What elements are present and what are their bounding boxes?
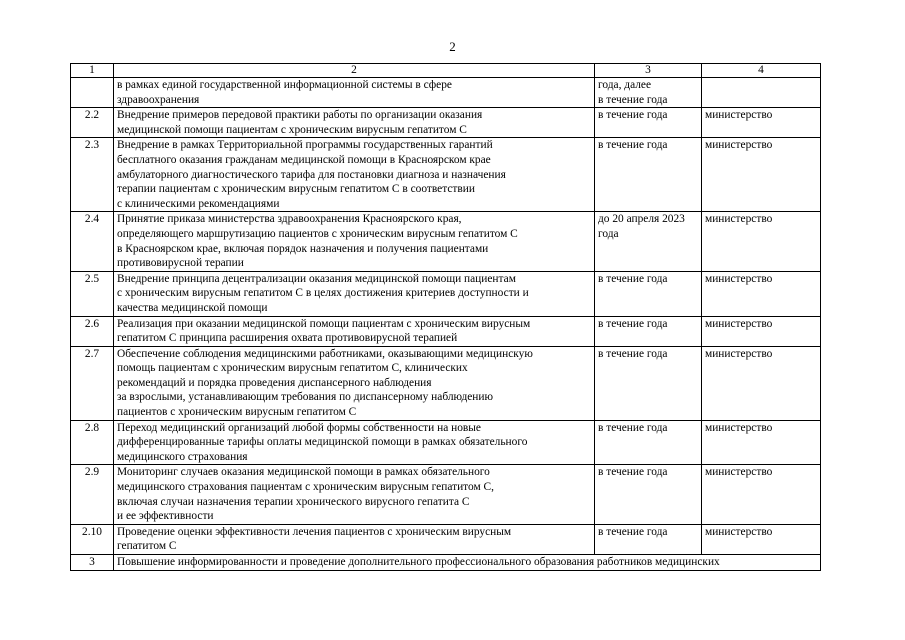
description-line: включая случаи назначения терапии хронического вирусного гепатита С [117, 495, 470, 508]
item-description [114, 108, 595, 138]
table-row [71, 316, 821, 346]
item-number: 2.8 [71, 420, 114, 465]
description-line: гепатитом С принципа расширения охвата противовирусной терапией [117, 332, 458, 345]
description-line: пациентов с хроническим вирусным гепатитом С [117, 406, 357, 419]
section-title-text: Повышение информированности и проведение дополнительного профессионального образования работников медицинских [117, 556, 720, 568]
item-number: 2.5 [71, 271, 114, 316]
item-responsible: министерство [702, 108, 821, 138]
item-responsible: министерство [702, 524, 821, 554]
column-header-1: 1 [71, 64, 114, 78]
description-line: Проведение оценки эффективности лечения пациентов с хроническим вирусным [117, 525, 512, 538]
item-description [114, 138, 595, 212]
column-header-row [71, 64, 821, 78]
deadline-line: в течение года [598, 93, 668, 106]
section-title [114, 555, 821, 571]
description-line: Реализация при оказании медицинской помощи пациентам с хроническим вирусным [117, 317, 531, 330]
item-description [114, 271, 595, 316]
table-row [71, 212, 821, 271]
table-row [71, 465, 821, 524]
deadline-line: года, далее [598, 79, 652, 91]
item-deadline [595, 108, 702, 138]
description-line: Внедрение примеров передовой практики работы по организации оказания [117, 109, 483, 122]
description-line: амбулаторного диагностического тарифа для постановки диагноза и назначения [117, 168, 506, 181]
description-line: дифференцированные тарифы оплаты медицинской помощи в рамках обязательного [117, 436, 528, 449]
item-responsible: министерство [702, 212, 821, 271]
item-responsible: министерство [702, 346, 821, 420]
item-responsible: министерство [702, 316, 821, 346]
description-line: с хроническим вирусным гепатитом С в целях достижения критериев доступности и [117, 287, 529, 300]
action-plan-table [70, 63, 821, 571]
description-line: Обеспечение соблюдения медицинскими работниками, оказывающими медицинскую [117, 347, 533, 360]
description-line: гепатитом С [117, 540, 177, 553]
table-row [71, 78, 821, 108]
description-line: Внедрение принципа децентрализации оказания медицинской помощи пациентам [117, 272, 516, 285]
deadline-line: в течение года [598, 466, 668, 479]
column-header-4: 4 [702, 64, 821, 78]
item-description [114, 78, 595, 108]
description-line: рекомендаций и порядка проведения диспансерного наблюдения [117, 376, 432, 389]
item-responsible: министерство [702, 271, 821, 316]
item-deadline [595, 212, 702, 271]
item-number: 2.4 [71, 212, 114, 271]
column-header-2: 2 [114, 64, 595, 78]
table-row [71, 346, 821, 420]
item-deadline [595, 524, 702, 554]
table-row [71, 138, 821, 212]
deadline-line: в течение года [598, 347, 668, 360]
description-line: Принятие приказа министерства здравоохранения Красноярского края, [117, 213, 462, 226]
deadline-line: в течение года [598, 272, 668, 285]
item-responsible: министерство [702, 420, 821, 465]
item-responsible: министерство [702, 138, 821, 212]
description-line: здравоохранения [117, 93, 200, 106]
description-line: медицинского страхования [117, 450, 248, 463]
item-number: 2.3 [71, 138, 114, 212]
item-description [114, 316, 595, 346]
description-line: терапии пациентам с хроническим вирусным гепатитом С в соответствии [117, 183, 475, 196]
item-responsible [702, 78, 821, 108]
item-responsible: министерство [702, 465, 821, 524]
item-description [114, 465, 595, 524]
item-deadline [595, 78, 702, 108]
column-header-3: 3 [595, 64, 702, 78]
deadline-line: в течение года [598, 421, 668, 434]
description-line: медицинского страхования пациентам с хроническим вирусным гепатитом С, [117, 481, 494, 494]
description-line: в Красноярском крае, включая порядок назначения и получения пациентами [117, 242, 489, 255]
item-number: 2.10 [71, 524, 114, 554]
section-row [71, 555, 821, 571]
page-number: 2 [449, 39, 456, 54]
item-description [114, 212, 595, 271]
description-line: Мониторинг случаев оказания медицинской помощи в рамках обязательного [117, 466, 490, 479]
item-number: 2.6 [71, 316, 114, 346]
table-row [71, 108, 821, 138]
item-number [71, 78, 114, 108]
item-deadline [595, 465, 702, 524]
description-line: с клиническими рекомендациями [117, 197, 280, 210]
deadline-line: года [598, 227, 619, 240]
item-number: 2.7 [71, 346, 114, 420]
item-number: 2.2 [71, 108, 114, 138]
description-line: Внедрение в рамках Территориальной программы государственных гарантий [117, 139, 493, 152]
deadline-line: в течение года [598, 317, 668, 330]
deadline-line: до 20 апреля 2023 [598, 213, 685, 226]
description-line: противовирусной терапии [117, 257, 244, 270]
description-line: Переход медицинский организаций любой формы собственности на новые [117, 421, 481, 434]
item-description [114, 346, 595, 420]
section-number: 3 [71, 555, 114, 571]
description-line: помощь пациентам с хроническим вирусным гепатитом С, клинических [117, 362, 468, 375]
description-line: медицинской помощи пациентам с хроническим вирусным гепатитом С [117, 123, 467, 136]
table-row [71, 420, 821, 465]
item-deadline [595, 420, 702, 465]
description-line: и ее эффективности [117, 510, 214, 523]
description-line: бесплатного оказания гражданам медицинской помощи в Красноярском крае [117, 153, 491, 166]
item-deadline [595, 346, 702, 420]
description-line: за взрослыми, устанавливающим требования по диспансерному наблюдению [117, 391, 494, 404]
deadline-line: в течение года [598, 109, 668, 122]
table-row [71, 524, 821, 554]
item-description [114, 420, 595, 465]
item-description [114, 524, 595, 554]
description-line: определяющего маршрутизацию пациентов с хроническим вирусным гепатитом С [117, 227, 518, 240]
item-deadline [595, 271, 702, 316]
table-row [71, 271, 821, 316]
deadline-line: в течение года [598, 525, 668, 538]
item-deadline [595, 316, 702, 346]
description-line: качества медицинской помощи [117, 301, 268, 314]
deadline-line: в течение года [598, 139, 668, 152]
item-deadline [595, 138, 702, 212]
item-number: 2.9 [71, 465, 114, 524]
description-line: в рамках единой государственной информационной системы в сфере [117, 79, 452, 91]
